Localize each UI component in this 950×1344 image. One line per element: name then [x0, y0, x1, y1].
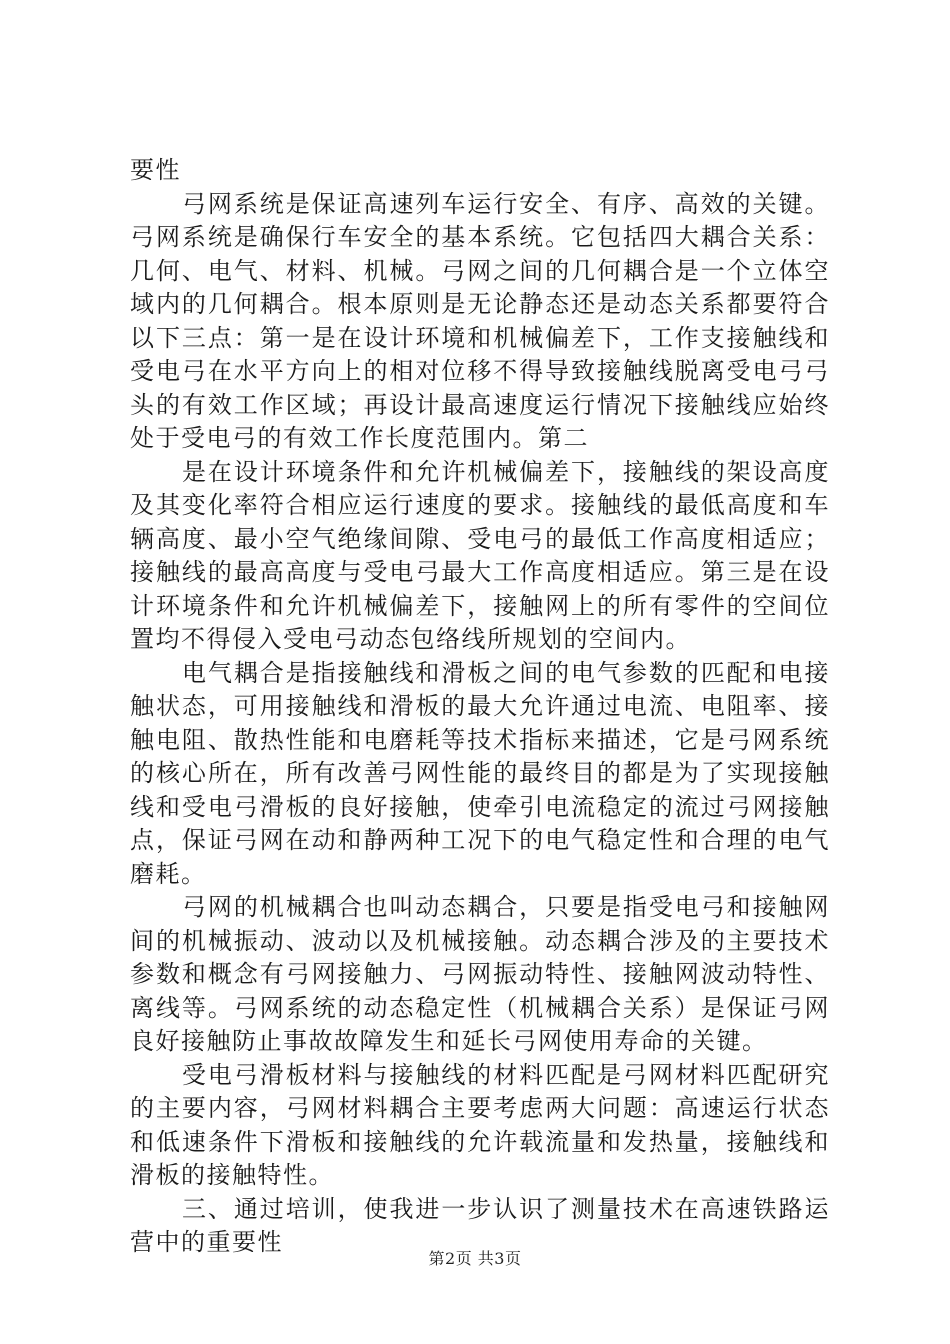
paragraph-section-three: 三、通过培训，使我进一步认识了测量技术在高速铁路运营中的重要性	[130, 1194, 830, 1256]
paragraph-electrical-coupling: 电气耦合是指接触线和滑板之间的电气参数的匹配和电接触状态，可用接触线和滑板的最大允许通过电流、电阻率、接触电阻、散热性能和电磨耗等技术指标来描述，它是弓网系统的核心所在，所有改善弓网性能的最终目的都是为了实现接触线和受电弓滑板的良好接触，使牵引电流稳定的流过弓网接触点，保证弓网在动和静两种工况下的电气稳定性和合理的电气磨耗。	[130, 658, 830, 888]
paragraph-geometric-coupling: 弓网系统是保证高速列车运行安全、有序、高效的关键。弓网系统是确保行车安全的基本系统。它包括四大耦合关系：几何、电气、材料、机械。弓网之间的几何耦合是一个立体空域内的几何耦合。根本原则是无论静态还是动态关系都要符合以下三点：第一是在设计环境和机械偏差下，工作支接触线和受电弓在水平方向上的相对位移不得导致接触线脱离受电弓弓头的有效工作区域；再设计最高速度运行情况下接触线应始终处于受电弓的有效工作长度范围内。第二	[130, 189, 830, 452]
page-number-footer: 第2页 共3页	[428, 1249, 522, 1268]
paragraph-mechanical-coupling: 弓网的机械耦合也叫动态耦合，只要是指受电弓和接触网间的机械振动、波动以及机械接触。动态耦合涉及的主要技术参数和概念有弓网接触力、弓网振动特性、接触网波动特性、离线等。弓网系统的动态稳定性（机械耦合关系）是保证弓网良好接触防止事故故障发生和延长弓网使用寿命的关键。	[130, 893, 830, 1055]
paragraph-continuation: 要性	[130, 156, 181, 184]
paragraph-material-coupling: 受电弓滑板材料与接触线的材料匹配是弓网材料匹配研究的主要内容，弓网材料耦合主要考虑两大问题：高速运行状态和低速条件下滑板和接触线的允许载流量和发热量，接触线和滑板的接触特性。	[130, 1060, 830, 1189]
document-body	[130, 154, 830, 1260]
paragraph-geometric-coupling-cont: 是在设计环境条件和允许机械偏差下，接触线的架设高度及其变化率符合相应运行速度的要求。接触线的最低高度和车辆高度、最小空气绝缘间隙、受电弓的最低工作高度相适应；接触线的最高高度与受电弓最大工作高度相适应。第三是在设计环境条件和允许机械偏差下，接触网上的所有零件的空间位置均不得侵入受电弓动态包络线所规划的空间内。	[130, 457, 830, 653]
